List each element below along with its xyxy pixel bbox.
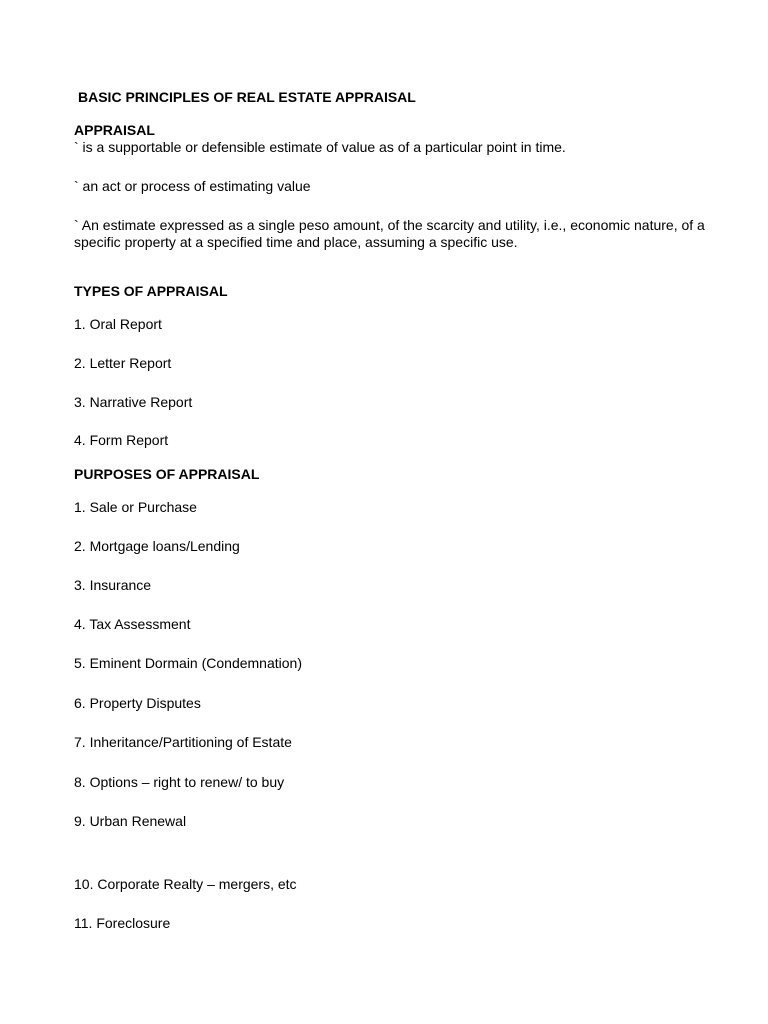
list-item: 3. Insurance [74,577,152,593]
types-heading: TYPES OF APPRAISAL [74,283,228,299]
list-item: 2. Mortgage loans/Lending [74,538,240,554]
purposes-heading: PURPOSES OF APPRAISAL [74,466,260,482]
list-item: 2. Letter Report [74,355,172,371]
list-item: 6. Property Disputes [74,695,201,711]
list-item: 7. Inheritance/Partitioning of Estate [74,734,292,750]
appraisal-definition: ` an act or process of estimating value [74,178,311,194]
appraisal-definition: ` An estimate expressed as a single peso amount, of the scarcity and utility, i.e., economic nature, of a specific property at a specified time and place, assuming a specific use. [74,217,705,250]
list-item: 8. Options – right to renew/ to buy [74,774,285,790]
appraisal-definition: ` is a supportable or defensible estimate of value as of a particular point in time. [74,139,566,155]
list-item: 11. Foreclosure [74,915,171,931]
list-item: 9. Urban Renewal [74,813,187,829]
appraisal-heading: APPRAISAL [74,122,155,138]
list-item: 1. Sale or Purchase [74,499,197,515]
list-item: 3. Narrative Report [74,394,193,410]
list-item: 4. Form Report [74,432,169,448]
list-item: 4. Tax Assessment [74,616,191,632]
document-title: BASIC PRINCIPLES OF REAL ESTATE APPRAISAL [78,89,416,105]
list-item: 5. Eminent Dormain (Condemnation) [74,655,302,671]
list-item: 1. Oral Report [74,316,162,332]
list-item: 10. Corporate Realty – mergers, etc [74,876,297,892]
